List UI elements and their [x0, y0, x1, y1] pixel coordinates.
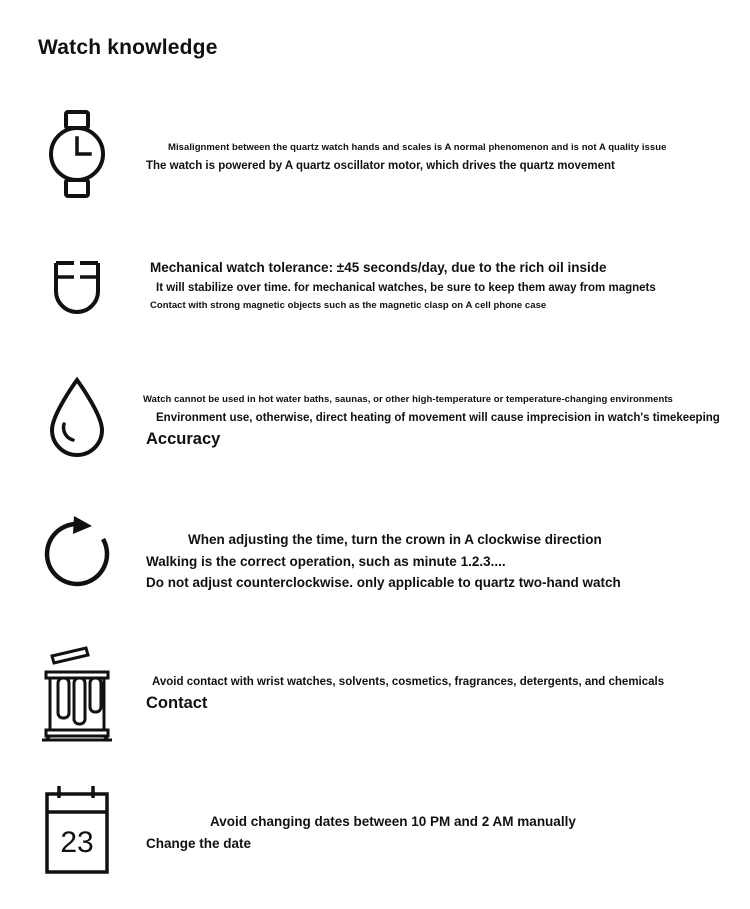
section-magnet-text	[140, 260, 740, 311]
page-title: Watch knowledge	[38, 36, 218, 59]
text-line: Contact with strong magnetic objects such as the magnetic clasp on A cell phone case	[150, 300, 547, 311]
text-line: Do not adjust counterclockwise. only applicable to quartz two-hand watch	[146, 575, 621, 590]
text-line: Misalignment between the quartz watch hands and scales is A normal phenomenon and is not A quality issue	[168, 142, 667, 153]
section-contact-text	[140, 676, 740, 713]
section-heading: Contact	[146, 694, 208, 712]
section-water-text	[140, 394, 740, 449]
text-line: Change the date	[146, 836, 252, 851]
section-crown-text	[140, 532, 740, 590]
watch-icon	[38, 108, 116, 200]
text-line: Walking is the correct operation, such as minute 1.2.3....	[146, 554, 506, 569]
text-line: Mechanical watch tolerance: ±45 seconds/day, due to the rich oil inside	[150, 260, 607, 275]
text-line: When adjusting the time, turn the crown in A clockwise direction	[188, 532, 602, 547]
water-drop-icon	[38, 372, 116, 464]
section-heading: Accuracy	[146, 430, 221, 448]
test-tube-rack-icon	[38, 640, 116, 750]
text-line: It will stabilize over time. for mechanical watches, be sure to keep them away from magnets	[156, 282, 656, 294]
text-line: Avoid changing dates between 10 PM and 2 AM manually	[210, 814, 576, 829]
calendar-23-icon	[38, 780, 116, 880]
clockwise-arrow-icon	[38, 508, 116, 600]
text-line: Avoid contact with wrist watches, solvents, cosmetics, fragrances, detergents, and chemicals	[152, 676, 665, 688]
svg-text:23: 23	[60, 826, 94, 859]
magnet-icon	[38, 236, 116, 328]
section-date-text	[140, 814, 740, 851]
text-line: Watch cannot be used in hot water baths, saunas, or other high-temperature or temperature-changing environments	[143, 394, 673, 405]
text-line: Environment use, otherwise, direct heating of movement will cause imprecision in watch's timekeeping	[156, 412, 720, 424]
text-line: The watch is powered by A quartz oscillator motor, which drives the quartz movement	[146, 160, 615, 172]
section-quartz-text	[140, 142, 740, 178]
